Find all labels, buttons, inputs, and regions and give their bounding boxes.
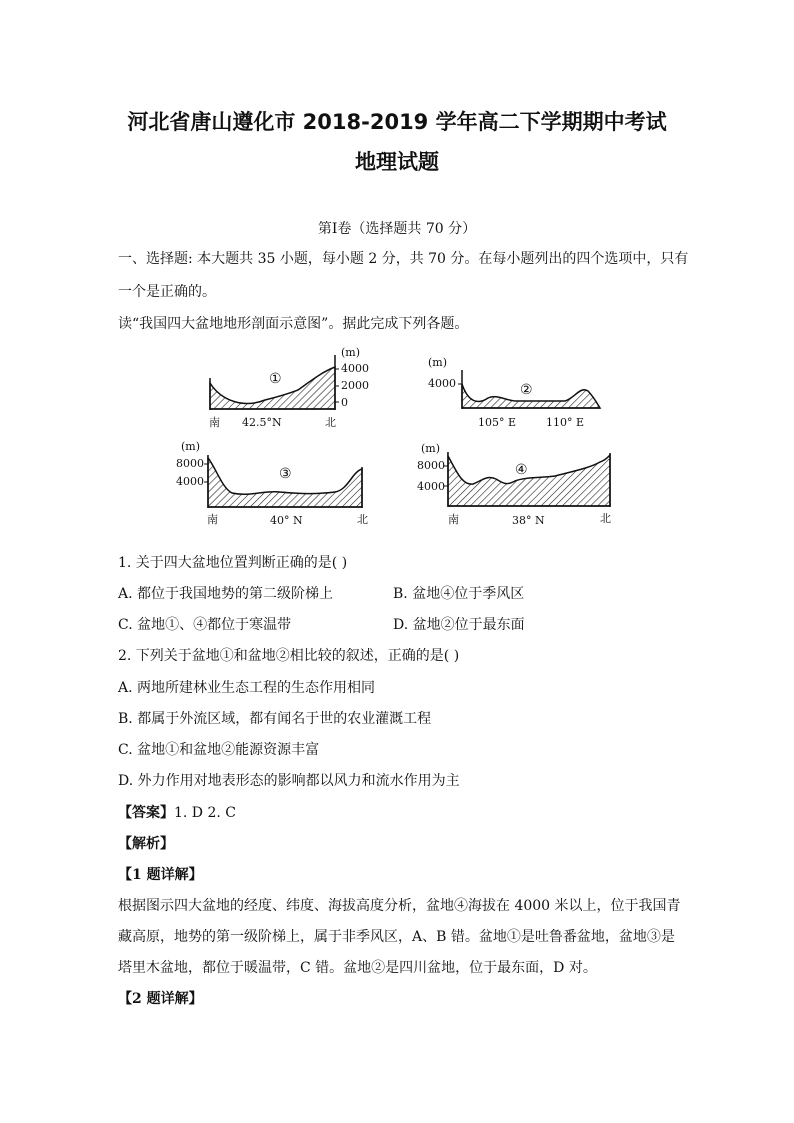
section-heading: 第Ⅰ卷（选择题共 70 分）: [317, 221, 477, 237]
question-1-stem: 1. 关于四大盆地位置判断正确的是( ): [118, 555, 348, 571]
p2-tick-4000: 4000: [428, 377, 456, 390]
instruction-line-1: 一、选择题: 本大题共 35 小题，每小题 2 分，共 70 分。在每小题列出的四个选项中，只有: [118, 251, 689, 267]
q1-option-b: B. 盆地④位于季风区: [393, 586, 525, 602]
p3-number: ③: [279, 466, 292, 482]
p2-number: ②: [520, 382, 533, 398]
p3-unit: (m): [181, 440, 201, 453]
q1-option-c: C. 盆地①、④都位于寒温带: [118, 617, 292, 633]
p3-tick-8000: 8000: [176, 457, 204, 470]
q2-option-d: D. 外力作用对地表形态的影响都以风力和流水作用为主: [118, 773, 460, 789]
reading-prompt: 读“我国四大盆地地形剖面示意图”。据此完成下列各题。: [118, 316, 469, 332]
profile-4: [417, 442, 611, 527]
p1-tick-0: 0: [341, 396, 348, 409]
detail-1-line-1: 根据图示四大盆地的经度、纬度、海拔高度分析，盆地④海拔在 4000 米以上，位于我国青: [118, 898, 681, 914]
p2-longitude-b: 110° E: [546, 416, 585, 429]
p1-number: ①: [269, 371, 282, 387]
p4-north-label: 北: [600, 512, 611, 525]
answer-label: 【答案】: [118, 805, 174, 821]
instruction-line-2: 一个是正确的。: [118, 284, 216, 300]
p2-unit: (m): [428, 356, 448, 369]
p1-tick-2000: 2000: [341, 379, 369, 392]
p4-number: ④: [515, 462, 528, 478]
detail-1-line-2: 藏高原，地势的第一级阶梯上，属于非季风区，A、B 错。盆地①是吐鲁番盆地，盆地③是: [118, 929, 675, 945]
document-subtitle: 地理试题: [355, 150, 439, 174]
profile-1: [209, 346, 369, 429]
p1-latitude-label: 42.5°N: [242, 416, 282, 429]
analysis-label: 【解析】: [118, 836, 174, 852]
p3-north-label: 北: [357, 513, 368, 526]
p4-south-label: 南: [448, 513, 459, 526]
q2-option-a: A. 两地所建林业生态工程的生态作用相同: [118, 680, 376, 696]
answer-line: [118, 802, 236, 822]
detail-1-label: 【1 题详解】: [118, 867, 203, 883]
basin-profiles-figure: [0, 335, 794, 535]
p3-south-label: 南: [207, 513, 218, 526]
p4-tick-8000: 8000: [417, 459, 445, 472]
p2-longitude-a: 105° E: [478, 416, 517, 429]
p4-latitude-label: 38° N: [512, 514, 545, 527]
p3-tick-4000: 4000: [176, 475, 204, 488]
q1-option-d: D. 盆地②位于最东面: [393, 617, 525, 633]
profile-3: [176, 440, 368, 527]
p4-unit: (m): [421, 442, 441, 455]
p4-tick-4000: 4000: [417, 480, 445, 493]
p1-unit: (m): [341, 346, 361, 359]
p1-north-label: 北: [325, 416, 336, 429]
q2-option-b: B. 都属于外流区域，都有闻名于世的农业灌溉工程: [118, 711, 432, 727]
q1-option-a: A. 都位于我国地势的第二级阶梯上: [118, 586, 334, 602]
q2-option-c: C. 盆地①和盆地②能源资源丰富: [118, 742, 320, 758]
question-2-stem: 2. 下列关于盆地①和盆地②相比较的叙述，正确的是( ): [118, 648, 460, 664]
p3-latitude-label: 40° N: [270, 514, 303, 527]
profile-2: [428, 356, 600, 429]
answer-text: 1. D 2. C: [174, 805, 237, 821]
p1-tick-4000: 4000: [341, 362, 369, 375]
detail-2-label: 【2 题详解】: [118, 991, 203, 1007]
document-title: 河北省唐山遵化市 2018-2019 学年高二下学期期中考试: [127, 110, 667, 134]
p1-south-label: 南: [209, 416, 220, 429]
detail-1-line-3: 塔里木盆地，都位于暖温带，C 错。盆地②是四川盆地，位于最东面，D 对。: [118, 960, 597, 976]
